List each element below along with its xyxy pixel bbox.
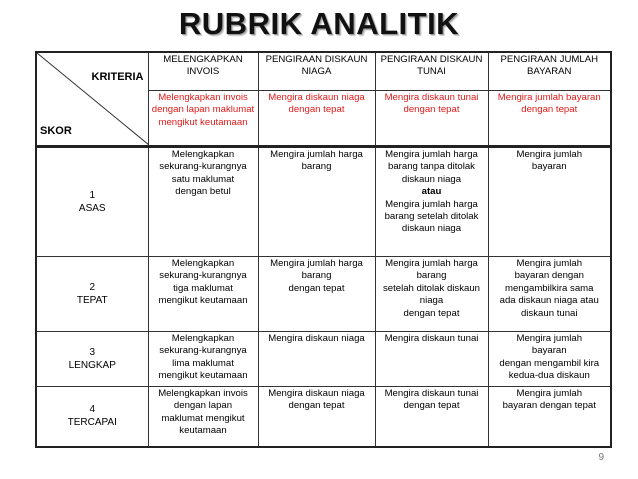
descriptor-line: Mengira jumlah harga	[385, 258, 478, 269]
descriptor-line: niaga	[419, 295, 444, 307]
corner-cell	[36, 52, 148, 147]
level-score: 3	[89, 347, 96, 358]
descriptor-line: dengan tepat	[288, 400, 345, 412]
level-score: 4	[89, 404, 96, 416]
descriptor-line: Mengira jumlah harga	[270, 149, 363, 160]
level-label	[36, 147, 148, 257]
level-row	[36, 257, 611, 332]
level-name: TERCAPAI	[67, 417, 117, 429]
descriptor-line: dengan tepat	[288, 282, 345, 294]
descriptor-line: kedua-dua diskaun	[508, 370, 590, 382]
descriptor-line: Mengira diskaun tunai	[384, 333, 479, 344]
descriptor-diskaun-tunai	[375, 257, 488, 332]
level-score: 1	[89, 190, 96, 201]
descriptor-invois	[148, 387, 258, 447]
descriptor-line: satu maklumat	[171, 173, 235, 185]
level-row	[36, 147, 611, 257]
descriptor-line: dengan tepat	[403, 307, 460, 319]
header-row	[36, 52, 611, 90]
level-row	[36, 387, 611, 447]
descriptor-line: dengan mengambil kira	[499, 357, 600, 369]
descriptor-line: bayaran	[531, 345, 567, 357]
rubric-table	[35, 51, 612, 448]
descriptor-line: Melengkapkan invois	[158, 388, 248, 399]
descriptor-line: setelah ditolak diskaun	[382, 282, 481, 294]
level-row	[36, 332, 611, 387]
descriptor-diskaun-tunai	[375, 387, 488, 447]
descriptor-line: barang tanpa ditolak	[388, 161, 475, 173]
level-name: ASAS	[78, 203, 106, 214]
descriptor-line: bayaran dengan tepat	[502, 400, 596, 412]
descriptor-jumlah-bayaran	[488, 257, 611, 332]
descriptor-diskaun-niaga	[258, 332, 375, 387]
level-label	[36, 387, 148, 447]
header-invois: MELENGKAPKAN INVOIS	[148, 52, 258, 90]
descriptor-line: maklumat mengikut	[161, 412, 245, 424]
slide-title: RUBRIK ANALITIK	[178, 6, 460, 41]
descriptor-line: barang setelah ditolak	[384, 211, 479, 223]
descriptor-line: Mengira jumlah harga	[385, 198, 478, 210]
descriptor-line: tiga maklumat	[173, 282, 233, 294]
descriptor-line: Mengira diskaun niaga	[268, 333, 365, 344]
descriptor-line: atau	[421, 186, 442, 198]
descriptor-diskaun-niaga	[258, 257, 375, 332]
descriptor-line: mengambilkira sama	[504, 282, 594, 294]
descriptor-invois	[148, 147, 258, 257]
descriptor-line: diskaun tunai	[520, 307, 578, 319]
descriptor-line: Mengira diskaun niaga	[268, 388, 365, 399]
descriptor-jumlah-bayaran	[488, 332, 611, 387]
descriptor-line: Mengira jumlah harga	[270, 258, 363, 269]
descriptor-invois	[148, 332, 258, 387]
level-name: TEPAT	[76, 295, 108, 306]
descriptor-line: mengikut keutamaan	[158, 295, 248, 307]
descriptor-line: barang	[301, 270, 332, 282]
criteria-invois: Melengkapkan invois dengan lapan maklumat mengikut keutamaan	[148, 90, 258, 146]
descriptor-line: Melengkapkan	[171, 258, 235, 269]
criteria-jumlah-bayaran: Mengira jumlah bayaran dengan tepat	[488, 90, 611, 146]
level-label	[36, 332, 148, 387]
descriptor-line: sekurang-kurangnya	[159, 161, 247, 173]
descriptor-line: sekurang-kurangnya	[159, 270, 247, 282]
descriptor-diskaun-niaga	[258, 387, 375, 447]
descriptor-line: Melengkapkan	[171, 333, 235, 344]
descriptor-line: barang	[416, 270, 447, 282]
page-number: 9	[598, 452, 604, 463]
level-label	[36, 257, 148, 332]
descriptor-line: bayaran dengan	[514, 270, 584, 282]
descriptor-line: dengan betul	[175, 186, 231, 198]
level-score: 2	[89, 282, 96, 293]
descriptor-diskaun-niaga	[258, 147, 375, 257]
descriptor-line: Mengira diskaun tunai	[384, 388, 479, 399]
header-jumlah-bayaran: PENGIRAAN JUMLAH BAYARAN	[488, 52, 611, 90]
descriptor-line: Melengkapkan	[171, 149, 235, 160]
descriptor-line: Mengira jumlah	[516, 388, 583, 399]
descriptor-jumlah-bayaran	[488, 387, 611, 447]
descriptor-line: Mengira jumlah harga	[385, 149, 478, 160]
descriptor-invois	[148, 257, 258, 332]
descriptor-line: dengan lapan	[173, 400, 233, 412]
skor-label: SKOR	[40, 124, 72, 137]
descriptor-line: barang	[301, 161, 332, 173]
descriptor-line: Mengira jumlah	[516, 258, 583, 269]
descriptor-diskaun-tunai	[375, 147, 488, 257]
descriptor-line: bayaran	[531, 161, 567, 173]
descriptor-line: keutamaan	[179, 425, 227, 437]
kriteria-label: KRITERIA	[91, 71, 144, 83]
descriptor-line: Mengira jumlah	[516, 333, 583, 344]
descriptor-line: Mengira jumlah	[516, 149, 583, 160]
descriptor-line: sekurang-kurangnya	[159, 345, 247, 357]
descriptor-line: mengikut keutamaan	[158, 370, 248, 382]
header-diskaun-tunai: PENGIRAAN DISKAUN TUNAI	[375, 52, 488, 90]
descriptor-line: dengan tepat	[403, 400, 460, 412]
descriptor-line: diskaun niaga	[401, 223, 462, 235]
criteria-diskaun-niaga: Mengira diskaun niaga dengan tepat	[258, 90, 375, 146]
criteria-diskaun-tunai: Mengira diskaun tunai dengan tepat	[375, 90, 488, 146]
descriptor-jumlah-bayaran	[488, 147, 611, 257]
descriptor-line: diskaun niaga	[401, 173, 462, 185]
level-name: LENGKAP	[68, 360, 116, 371]
descriptor-diskaun-tunai	[375, 332, 488, 387]
descriptor-line: ada diskaun niaga atau	[499, 295, 599, 307]
header-diskaun-niaga: PENGIRAAN DISKAUN NIAGA	[258, 52, 375, 90]
descriptor-line: lima maklumat	[172, 357, 234, 369]
